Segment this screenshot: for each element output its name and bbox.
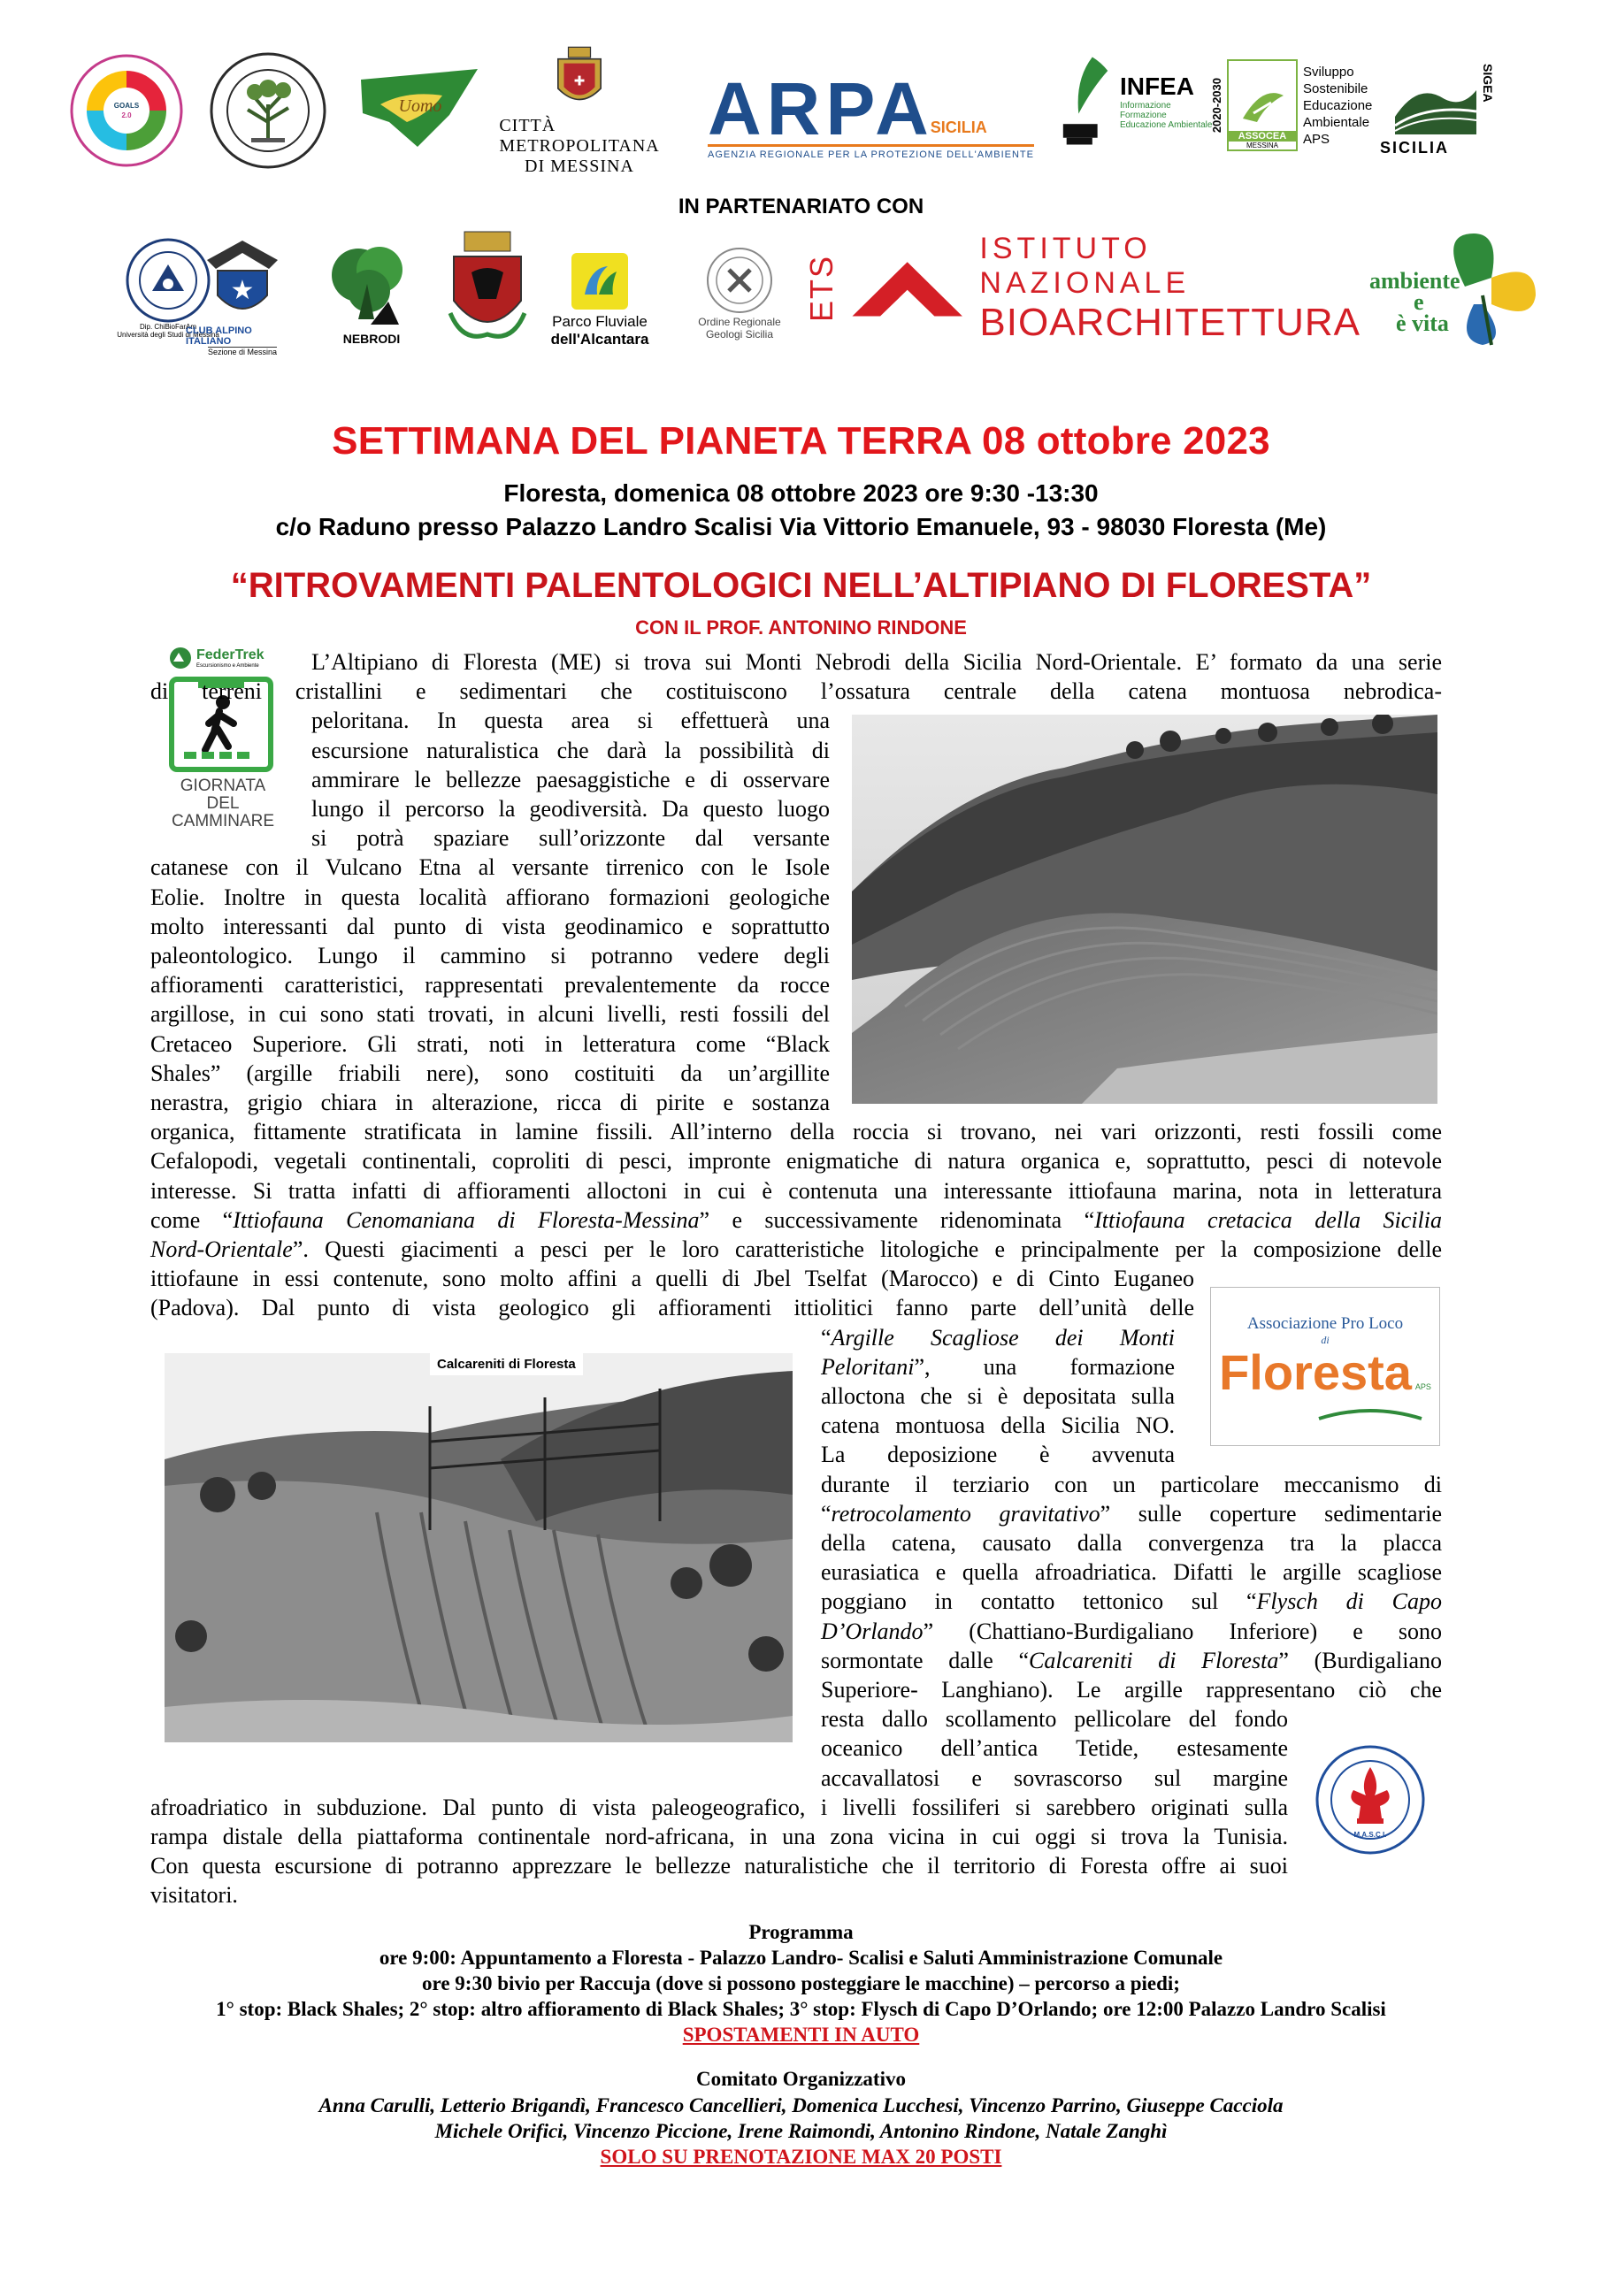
assocea-line: APS [1303, 131, 1330, 147]
assocea-text [1303, 64, 1372, 148]
body-line: Nord-Orientale”. Questi giacimenti a pesci per le loro caratteristiche litologiche e principalmente per la composizione delle [150, 1236, 1442, 1262]
calcareniti-photo [165, 1353, 793, 1742]
assocea-sub: MESSINA [1246, 142, 1278, 149]
body-line: Cefalopodi, vegetali continentali, coproliti di pesci, impronte enigmatiche di natura organica e, soprattutto, pesci di notevole [150, 1148, 1442, 1174]
program-title: Programma [748, 1921, 854, 1943]
inbar-ets: ETS [803, 254, 839, 322]
geologi-line2: Geologi Sicilia [705, 328, 774, 341]
assocea-line: Educazione [1303, 97, 1373, 113]
proloco-line1: Associazione Pro Loco [1246, 1314, 1404, 1333]
proloco-logo [1210, 1287, 1440, 1446]
body-line: escursione naturalistica che darà la possibilità di [311, 738, 830, 763]
body-line: Superiore- Langhiano). Le argille rappresentano ciò che [821, 1677, 1442, 1703]
inbar-top: ISTITUTO NAZIONALE [979, 232, 1191, 300]
committee-line1: Anna Carulli, Letterio Brigandì, Francesco Cancellieri, Domenica Lucchesi, Vincenzo Parrino, Giuseppe Cacciola [318, 2094, 1284, 2116]
svg-text:★: ★ [230, 274, 255, 306]
committee-line2: Michele Orifici, Vincenzo Piccione, Irene Raimondi, Antonino Rindone, Natale Zanghì [434, 2120, 1168, 2142]
body-line: nerastra, grigio chiara in alterazione, ricca di pirite e sostanza [150, 1090, 830, 1115]
page-title: SETTIMANA DEL PIANETA TERRA 08 ottobre 2023 [332, 419, 1270, 463]
unime-sub2: Università degli Studi di Messina [117, 331, 219, 339]
infea-logo [1058, 48, 1217, 154]
body-line: argillose, in cui sono stati trovati, in alcuni livelli, resti fossili del [150, 1001, 830, 1027]
program-line1: ore 9:00: Appuntamento a Floresta - Palazzo Landro- Scalisi e Saluti Amministrazione Comunale [379, 1947, 1223, 1969]
parco-line1: Parco Fluviale [552, 313, 648, 330]
body-line: Cretaceo Superiore. Gli strati, noti in letteratura come “Black [150, 1031, 830, 1057]
body-line: D’Orlando” (Chattiano-Burdigaliano Inferiore) e sono [821, 1619, 1442, 1644]
citta-metropolitana-logo [499, 44, 660, 177]
body-line: catena montuosa della Sicilia NO. [821, 1412, 1175, 1438]
federtrek-label2: CAMMINARE [171, 812, 275, 830]
assocea-line: Ambientale [1303, 114, 1370, 130]
proloco-line2: di [1321, 1334, 1330, 1346]
event-title: “RITROVAMENTI PALENTOLOGICI NELL’ALTIPIANO DI FLORESTA” [230, 566, 1372, 605]
futuri-cittadini-logo [69, 53, 184, 168]
body-line: lungo il percorso la geodiversità. Da questo luogo [311, 796, 830, 822]
arpa-sicilia: SICILIA [930, 119, 987, 136]
ambiente-line1: ambiente [1369, 268, 1460, 294]
sicilia-map-logo [354, 51, 487, 157]
geologi-line1: Ordine Regionale [698, 316, 781, 328]
body-line: Eolie. Inoltre in questa località affiorano formazioni geologiche [150, 884, 830, 910]
nebrodi-label: NEBRODI [342, 332, 401, 346]
cai-line1: CLUB ALPINO ITALIANO [186, 325, 252, 347]
parco-alcantara-logo [536, 251, 663, 350]
body-line: interesse. Si tratta infatti di affioramenti alloctoni in cui è contenuta una interessante ittiofauna marina, nota in letteratura [150, 1178, 1442, 1204]
masci-short: M.A.S.C.I. [1353, 1831, 1387, 1839]
parco-line2: dell'Alcantara [550, 331, 649, 348]
inbar-logo [803, 232, 1361, 344]
body-line: visitatori. [150, 1882, 238, 1908]
cai-line2: Sezione di Messina [207, 347, 278, 356]
proloco-aps: APS [1414, 1382, 1431, 1391]
proloco-name: Floresta [1219, 1344, 1412, 1400]
body-line: afroadriatico in subduzione. Dal punto di vista paleogeografico, i livelli fossiliferi si sarebbero originati sulla [150, 1795, 1288, 1820]
body-line: ammirare le bellezze paesaggistiche e di osservare [311, 767, 830, 792]
body-line: peloritana. In questa area si effettuerà una [311, 708, 830, 733]
body-line: accavallatosi e sovrascorso sul margine [821, 1765, 1288, 1791]
body-line: poggiano in contatto tettonico sul “Flysch di Capo [821, 1588, 1442, 1614]
federtrek-brand: FederTrek [196, 647, 264, 662]
svg-text:✚: ✚ [573, 74, 586, 89]
ambiente-line2: e [1414, 289, 1424, 315]
landscape-photo [852, 715, 1437, 1104]
unime-sub1: Dip. ChiBioFarAm [139, 323, 196, 331]
program-line3: 1° stop: Black Shales; 2° stop: altro affioramento di Black Shales; 3° stop: Flysch di Capo D’Orlando; ore 12:00 Palazzo Landro Scalisi [216, 1998, 1386, 2020]
federtrek-label1: GIORNATA DEL [180, 777, 266, 813]
body-line: paleontologico. Lungo il cammino si potranno vedere degli [150, 943, 830, 968]
body-line: alloctona che si è depositata sulla [821, 1383, 1175, 1409]
svg-text:2.0: 2.0 [121, 111, 132, 119]
assocea-line: Sviluppo [1303, 64, 1354, 80]
arpa-letters: ARPA [708, 67, 934, 150]
nebrodi-logo [318, 235, 425, 350]
svg-text:Uomo: Uomo [398, 96, 442, 116]
infea-sub1: Informazione Formazione [1119, 100, 1171, 120]
body-line: rampa distale della piattaforma continentale nord-africana, in una zona vicina in cui oggi si trova la Tunisia. [150, 1824, 1288, 1849]
body-line: Peloritani”, una formazione [821, 1354, 1175, 1380]
geologi-logo [678, 235, 801, 350]
anisn-logo [209, 51, 327, 170]
ambiente-line3: è vita [1396, 310, 1449, 336]
city-line1: CITTÀ METROPOLITANA [499, 116, 660, 156]
floresta-comune-logo [439, 225, 536, 352]
body-line: come “Ittiofauna Cenomaniana di Floresta-Messina” e successivamente ridenominata “Ittiofauna cretacica della Sicilia [150, 1207, 1442, 1233]
partner-label: IN PARTENARIATO CON [678, 195, 924, 218]
svg-text:GOALS: GOALS [113, 102, 140, 110]
body-line: ittiofaune in essi contenute, sono molto affini a quelli di Jbel Tselfat (Marocco) e di Cinto Euganeo [150, 1266, 1194, 1291]
body-line: durante il terziario con un particolare meccanismo di [821, 1472, 1442, 1497]
assocea-name: ASSOCEA [1229, 131, 1296, 142]
body-line: si potrà spaziare sull’orizzonte dal versante [311, 825, 830, 851]
body-line: (Padova). Dal punto di vista geologico gli affioramenti ittiolitici fanno parte dell’unità delle [150, 1295, 1194, 1320]
photo-caption: Calcareniti di Floresta [430, 1353, 583, 1375]
body-line: L’Altipiano di Floresta (ME) si trova sui Monti Nebrodi della Sicilia Nord-Orientale. E’ formato da una serie [311, 649, 1442, 675]
body-line: molto interessanti dal punto di vista geodinamico e soprattutto [150, 914, 830, 939]
federtrek-logo [168, 646, 297, 840]
body-line: affioramenti caratteristici, rappresentati prevalentemente da rocce [150, 972, 830, 998]
arpa-logo [708, 67, 1035, 163]
body-line: eurasiatica e quella afroadriatica. Difatti le argille scagliose [821, 1559, 1442, 1585]
sigea-logo [1380, 64, 1495, 157]
body-line: “Argille Scagliose dei Monti [821, 1325, 1175, 1351]
sigea-a: SICILIA [1380, 139, 1450, 157]
body-line: organica, fittamente stratificata in lamine fissili. All’interno della roccia si trovano, nei vari orizzonti, resti fossili come [150, 1119, 1442, 1144]
committee-title: Comitato Organizzativo [696, 2068, 906, 2090]
body-line: della catena, causato dalla convergenza tra la placca [821, 1530, 1442, 1556]
body-line: “retrocolamento gravitativo” sulle coperture sedimentarie [821, 1501, 1443, 1527]
booking-note: SOLO SU PRENOTAZIONE MAX 20 POSTI [600, 2146, 1002, 2168]
assocea-year: 2020-2030 [1210, 77, 1223, 134]
assocea-line: Sostenibile [1303, 80, 1368, 96]
body-line: catanese con il Vulcano Etna al versante tirrenico con le Isole [150, 854, 830, 880]
assocea-logo [1210, 57, 1378, 154]
body-line: Shales” (argille friabili nere), sono costituiti da un’argillite [150, 1060, 830, 1086]
federtrek-brand-sub: Escursionismo e Ambiente [196, 663, 259, 669]
speaker-line: CON IL PROF. ANTONINO RINDONE [635, 616, 967, 639]
body-line: di terreni cristallini e sedimentari che costituiscono l’ossatura centrale della catena montuosa nebrodica- [150, 678, 1442, 704]
ambiente-vita-logo [1359, 225, 1545, 348]
infea-sub2: Educazione Ambientale [1119, 119, 1213, 130]
place-line: c/o Raduno presso Palazzo Landro Scalisi Via Vittorio Emanuele, 93 - 98030 Floresta (Me) [275, 513, 1327, 540]
body-line: oceanico dell’antica Tetide, estesamente [821, 1735, 1288, 1761]
body-line: resta dallo scollamento pellicolare del fondo [821, 1706, 1288, 1732]
cars-note: SPOSTAMENTI IN AUTO [682, 2024, 920, 2046]
cai-logo [186, 228, 299, 361]
infea-title: INFEA [1119, 72, 1194, 100]
program-line2: ore 9:30 bivio per Raccuja (dove si possono posteggiare le macchine) – percorso a piedi; [422, 1972, 1180, 1994]
arpa-subtitle: AGENZIA REGIONALE PER LA PROTEZIONE DELL'AMBIENTE [708, 144, 1034, 160]
date-line: Floresta, domenica 08 ottobre 2023 ore 9:30 -13:30 [503, 479, 1099, 507]
sigea-b: SIGEA [1481, 64, 1495, 103]
masci-logo [1313, 1742, 1428, 1857]
body-line: Con questa escursione di potranno apprezzare le bellezze naturalistiche che il territorio di Foresta offre ai suoi [150, 1853, 1288, 1879]
body-line: La deposizione è avvenuta [821, 1442, 1175, 1467]
city-line2: DI MESSINA [525, 157, 634, 176]
inbar-bottom: BIOARCHITETTURA [979, 301, 1361, 344]
body-line: sormontate dalle “Calcareniti di Floresta” (Burdigaliano [821, 1648, 1442, 1673]
